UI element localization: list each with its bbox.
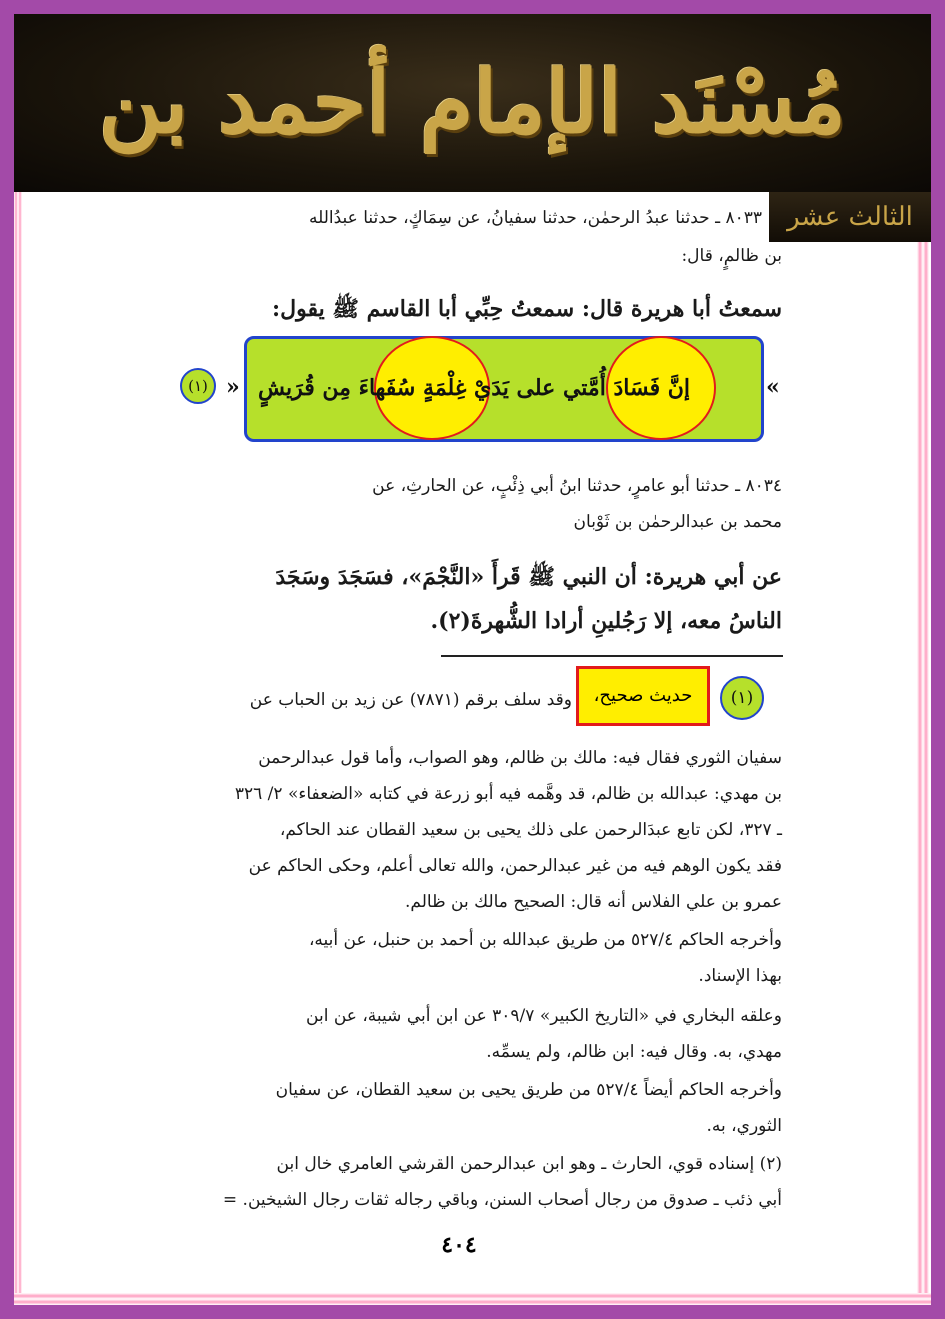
banner-title: مُسْنَد الإمام أحمد بن — [99, 52, 846, 153]
footnote-line: فقد يكون الوهم فيه من غير عبدالرحمن، والله تعالى أعلم، وحكى الحاكم عن — [248, 856, 782, 876]
hadith-8033-isnad-2: بن ظالمٍ، قال: — [681, 246, 782, 266]
hadith-8034-isnad-1: ٨٠٣٤ ـ حدثنا أبو عامرٍ، حدثنا ابنُ أبي ذِئْبٍ، عن الحارثِ، عن — [372, 476, 782, 496]
hadith-8034-matn-2: الناسُ معه، إلا رَجُلينِ أرادا الشُّهرةَ(٢). — [430, 608, 782, 634]
footnote-line: ـ ٣٢٧، لكن تابع عبدَالرحمن على ذلك يحيى بن سعيد القطان عند الحاكم، — [279, 820, 782, 840]
footnote-line: أبي ذئب ـ صدوق من رجال أصحاب السنن، وباقي رجاله ثقات رجال الشيخين. = — [222, 1190, 782, 1210]
footnote-marker-1: (١) — [720, 676, 764, 720]
volume-label: الثالث عشر — [769, 192, 931, 242]
book-page — [14, 14, 931, 1305]
title-banner — [14, 14, 931, 192]
page-number: ٤٠٤ — [441, 1232, 477, 1258]
hadith-8034-isnad-2: محمد بن عبدالرحمٰن بن ثَوْبان — [573, 512, 782, 532]
footnote-ref-1[interactable]: (١) — [180, 368, 216, 404]
footnote-line: وأخرجه الحاكم أيضاً ٥٢٧/٤ من طريق يحيى بن سعيد القطان، عن سفيان — [275, 1080, 782, 1100]
hadith-8033-isnad-1: ٨٠٣٣ ـ حدثنا عبدُ الرحمٰن، حدثنا سفيانُ، عن سِمَاكٍ، حدثنا عبدُالله — [308, 208, 762, 228]
footnote-line: الثوري، به. — [706, 1116, 782, 1136]
page-border-left — [14, 14, 22, 1305]
hadith-8033-intro: سمعتُ أبا هريرة قال: سمعتُ حِبِّي أبا القاسم ﷺ يقول: — [272, 296, 782, 322]
footnote-line: سفيان الثوري فقال فيه: مالك بن ظالم، وهو الصواب، وأما قول عبدالرحمن — [258, 748, 782, 768]
page-border-bottom — [14, 1293, 931, 1305]
footnote-line: وأخرجه الحاكم ٥٢٧/٤ من طريق عبدالله بن أحمد بن حنبل، عن أبيه، — [308, 930, 782, 950]
quote-close: » — [226, 374, 240, 400]
footnote-separator — [441, 655, 783, 657]
footnote-line: عمرو بن علي الفلاس أنه قال: الصحيح مالك بن ظالم. — [405, 892, 782, 912]
hadith-8033-matn: إنَّ فَسَادَ أُمَّتي على يَدَيْ غِلْمَةٍ سُفَهاءَ مِن قُرَيشٍ — [257, 375, 691, 401]
quote-open: « — [766, 374, 780, 400]
footnote-line: بن مهدي: عبدالله بن ظالم، قد وهَّمه فيه أبو زرعة في كتابه «الضعفاء» ٢/ ٣٢٦ — [234, 784, 782, 804]
footnote-line: بهذا الإسناد. — [698, 966, 782, 986]
footnote-line: مهدي، به. وقال فيه: ابن ظالم، ولم يسمِّه. — [486, 1042, 782, 1062]
footnote-line: وعلقه البخاري في «التاريخ الكبير» ٣٠٩/٧ عن ابن أبي شيبة، عن ابن — [306, 1006, 782, 1026]
sahih-highlight: حديث صحيح، — [576, 666, 710, 726]
footnote-1-line-1: وقد سلف برقم (٧٨٧١) عن زيد بن الحباب عن — [249, 690, 572, 710]
footnote-line: (٢) إسناده قوي، الحارث ـ وهو ابن عبدالرحمن القرشي العامري خال ابن — [276, 1154, 782, 1174]
hadith-8034-matn-1: عن أبي هريرة: أن النبي ﷺ قَرأَ «النَّجْمَ»، فسَجَدَ وسَجَدَ — [275, 564, 782, 590]
